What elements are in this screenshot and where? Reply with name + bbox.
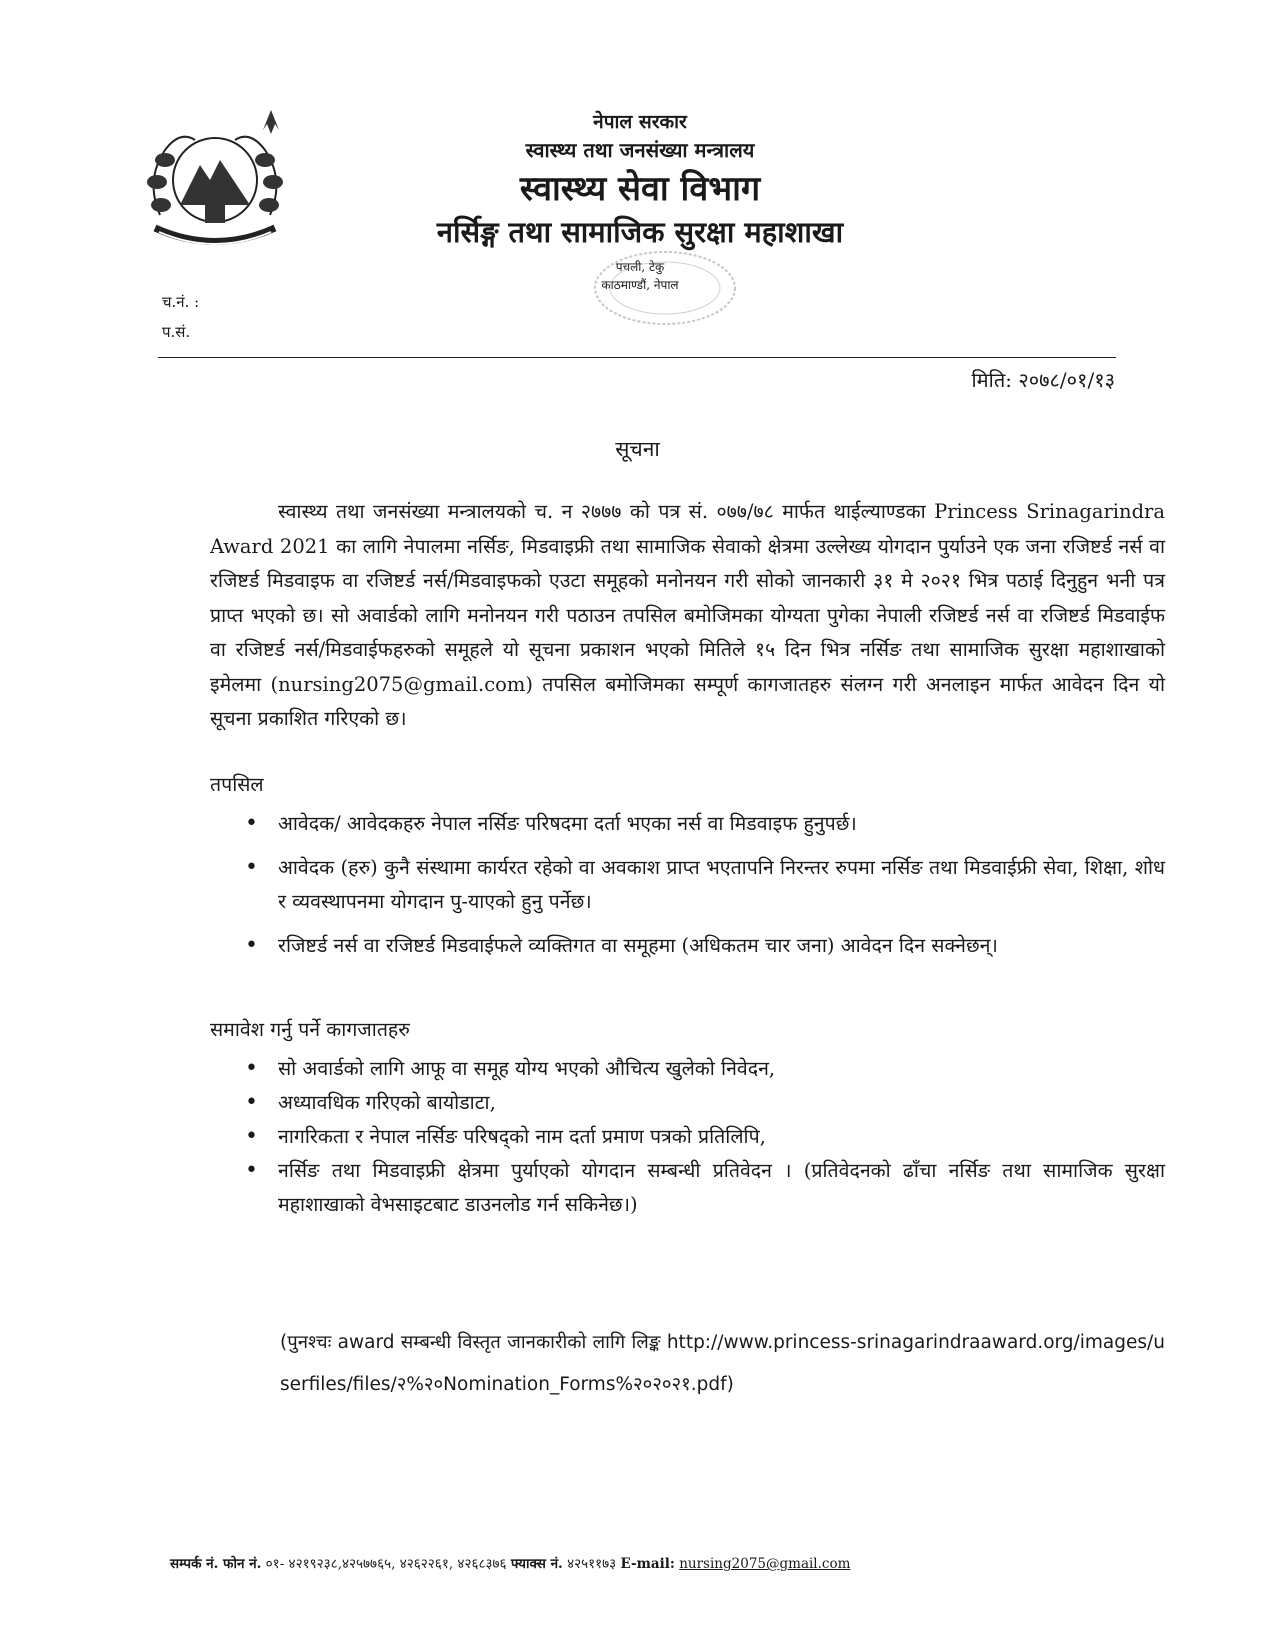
ministry-name: स्वास्थ्य तथा जनसंख्या मन्त्रालय	[525, 138, 755, 162]
contact-label: सम्पर्क नं. फोन नं.	[170, 1556, 262, 1572]
postscript-note: (पुनश्चः award सम्बन्धी विस्तृत जानकारीको लागि लिङ्क http://www.princess-srinagarindraaward.org/images/userfiles/files/२%२०Nomination_Forms%२०२०२१.pdf)	[280, 1332, 1165, 1395]
documents-heading: समावेश गर्नु पर्ने कागजातहरु	[210, 1018, 410, 1041]
list-item: • रजिष्टर्ड नर्स वा रजिष्टर्ड मिडवाईफले व्यक्तिगत वा समूहमा (अधिकतम चार जना) आवेदन दिन सक्नेछन्।	[245, 929, 1165, 963]
address-line-1: पचली, टेकु	[615, 260, 665, 274]
list-item: • नर्सिङ तथा मिडवाइफ्री क्षेत्रमा पुर्याएको योगदान सम्बन्धी प्रतिवेदन । (प्रतिवेदनको ढाँचा नर्सिङ तथा सामाजिक सुरक्षा महाशाखाको वेभसाइटबाट डाउनलोड गर्न सकिनेछ।)	[245, 1154, 1165, 1222]
branch-name: नर्सिङ्ग तथा सामाजिक सुरक्षा महाशाखा	[436, 215, 844, 249]
list-item: • नागरिकता र नेपाल नर्सिङ परिषद्को नाम दर्ता प्रमाण पत्रको प्रतिलिपि,	[245, 1120, 1165, 1154]
fax-label: फ्याक्स नं.	[510, 1556, 563, 1572]
government-name: नेपाल सरकार	[593, 111, 687, 133]
nepal-government-emblem-icon	[135, 110, 295, 265]
reference-number-label: च.नं. :	[162, 293, 200, 311]
email-link[interactable]: nursing2075@gmail.com	[679, 1556, 851, 1572]
header-divider	[158, 357, 1116, 358]
notice-paragraph: स्वास्थ्य तथा जनसंख्या मन्त्रालयको च. न २७७७ को पत्र सं. ०७७/७८ मार्फत थाईल्याण्डका Princess Srinagarindra Award 2021 का लागि नेपालमा नर्सिङ, मिडवाइफ्री तथा सामाजिक सेवाको क्षेत्रमा उल्लेख्य योगदान पुर्याउने एक जना रजिष्टर्ड नर्स वा रजिष्टर्ड मिडवाइफ वा रजिष्टर्ड नर्स/मिडवाइफको एउटा समूहको मनोनयन गरी सोको जानकारी ३१ मे २०२१ भित्र पठाई दिनुहुन भनी पत्र प्राप्त भएको छ। सो अवार्डको लागि मनोनयन गरी पठाउन तपसिल बमोजिमका योग्यता पुगेका नेपाली रजिष्टर्ड नर्स वा रजिष्टर्ड मिडवाईफ वा रजिष्टर्ड नर्स/मिडवाईफहरुको समूहले यो सूचना प्रकाशन भएको मितिले १५ दिन भित्र नर्सिङ तथा सामाजिक सुरक्षा महाशाखाको इमेलमा (nursing2075@gmail.com) तपसिल बमोजिमका सम्पूर्ण कागजातहरु संलग्न गरी अनलाइन मार्फत आवेदन दिन यो सूचना प्रकाशित गरिएको छ।	[210, 500, 1165, 730]
office-stamp-icon	[585, 248, 745, 328]
footer-contact	[170, 1554, 1070, 1572]
list-item: • आवेदक/ आवेदकहरु नेपाल नर्सिङ परिषदमा दर्ता भएका नर्स वा मिडवाइफ हुनुपर्छ।	[245, 807, 1165, 841]
list-item: • सो अवार्डको लागि आफू वा समूह योग्य भएको औचित्य खुलेको निवेदन,	[245, 1052, 1165, 1086]
phone-numbers: ०१- ४२१९२३८,४२५७७६५, ४२६२२६१, ४२६८३७६	[265, 1556, 507, 1572]
document-date: मिति: २०७८/०१/१३	[971, 368, 1115, 392]
list-item: • आवेदक (हरु) कुनै संस्थामा कार्यरत रहेको वा अवकाश प्राप्त भएतापनि निरन्तर रुपमा नर्सिङ तथा मिडवाईफ्री सेवा, शिक्षा, शोध र व्यवस्थापनमा योगदान पु-याएको हुनु पर्नेछ।	[245, 851, 1165, 919]
letter-number-label: प.सं.	[162, 323, 191, 341]
list-item: • अध्यावधिक गरिएको बायोडाटा,	[245, 1086, 1165, 1120]
address-line-2: काठमाण्डौं, नेपाल	[601, 278, 679, 292]
department-name: स्वास्थ्य सेवा विभाग	[519, 169, 761, 209]
email-label: E-mail:	[620, 1556, 675, 1572]
eligibility-list	[245, 807, 1165, 963]
notice-title: सूचना	[615, 437, 660, 461]
tapsil-heading: तपसिल	[210, 773, 264, 796]
documents-list	[245, 1052, 1165, 1222]
fax-number: ४२५११७३	[567, 1556, 617, 1572]
